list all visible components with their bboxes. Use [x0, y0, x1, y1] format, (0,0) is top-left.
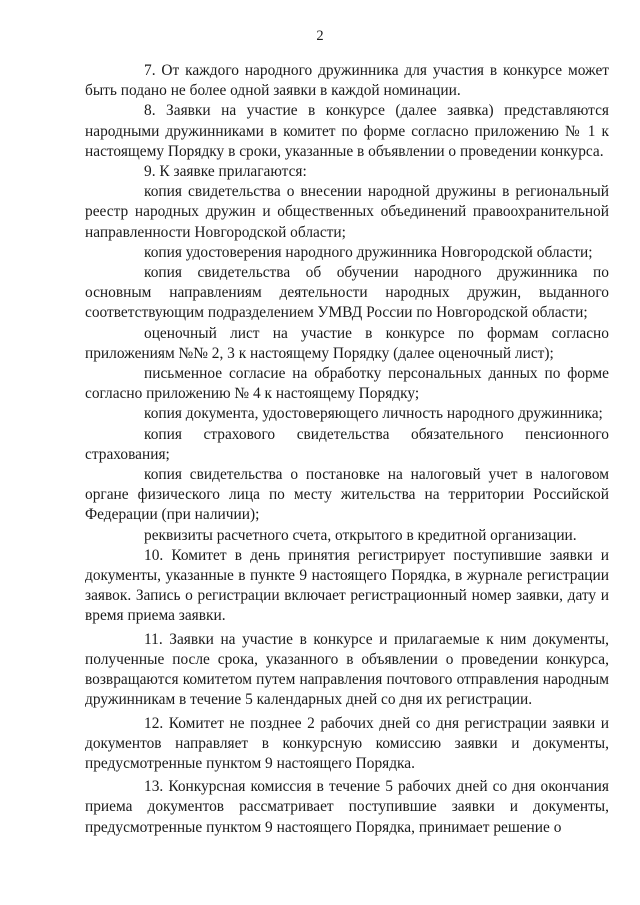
attachment-id-card: копия удостоверения народного дружинника Новгородской области;	[144, 243, 593, 261]
paragraph-item-11: 11. Заявки на участие в конкурсе и прилагаемые к ним документы, полученные после срока, указанного в объявлении о проведении конкурса, возвращаются комитетом путем направления почтового отправления народным дружинникам в течение 5 календарных дней со дня их регистрации.	[85, 630, 609, 709]
attachment-bank-details: реквизиты расчетного счета, открытого в кредитной организации.	[144, 526, 577, 544]
page-number: 2	[316, 28, 324, 44]
attachment-identity-document: копия документа, удостоверяющего личность народного дружинника;	[144, 405, 603, 423]
paragraph-item-12: 12. Комитет не позднее 2 рабочих дней со дня регистрации заявки и документов направляет в конкурсную комиссию заявки и документы, предусмотренные пунктом 9 настоящего Порядка.	[85, 714, 609, 772]
paragraph-item-13: 13. Конкурсная комиссия в течение 5 рабочих дней со дня окончания приема документов рассматривает поступившие заявки и документы, предусмотренные пунктом 9 настоящего Порядка, принимает решение о	[85, 778, 609, 836]
attachment-evaluation-sheet: оценочный лист на участие в конкурсе по формам согласно приложениям №№ 2, 3 к настоящему Порядку (далее оценочный лист);	[85, 324, 609, 362]
paragraph-item-10: 10. Комитет в день принятия регистрирует поступившие заявки и документы, указанные в пункте 9 настоящего Порядка, в журнале регистрации заявок. Запись о регистрации включает регистрационный номер заявки, дату и время приема заявки.	[85, 546, 609, 625]
document-body	[85, 61, 609, 838]
attachment-tax-certificate: копия свидетельства о постановке на налоговый учет в налоговом органе физического лица по месту жительства на территории Российской Федерации (при наличии);	[85, 466, 609, 524]
paragraph-item-8: 8. Заявки на участие в конкурсе (далее заявка) представляются народными дружинниками в комитет по форме согласно приложению № 1 к настоящему Порядку в сроки, указанные в объявлении о проведении конкурса.	[85, 102, 609, 160]
attachment-pension-certificate: копия страхового свидетельства обязательного пенсионного страхования;	[85, 425, 609, 463]
paragraph-item-7: 7. От каждого народного дружинника для участия в конкурсе может быть подано не более одной заявки в каждой номинации.	[85, 62, 609, 100]
attachment-training-certificate: копия свидетельства об обучении народного дружинника по основным направлениям деятельности народных дружин, выданного соответствующим подразделением УМВД России по Новгородской области;	[85, 264, 609, 322]
attachment-data-consent: письменное согласие на обработку персональных данных по форме согласно приложению № 4 к настоящему Порядку;	[85, 365, 609, 403]
paragraph-item-9: 9. К заявке прилагаются:	[144, 163, 307, 181]
attachment-registry-certificate: копия свидетельства о внесении народной дружины в региональный реестр народных дружин и общественных объединений правоохранительной направленности Новгородской области;	[85, 183, 609, 241]
